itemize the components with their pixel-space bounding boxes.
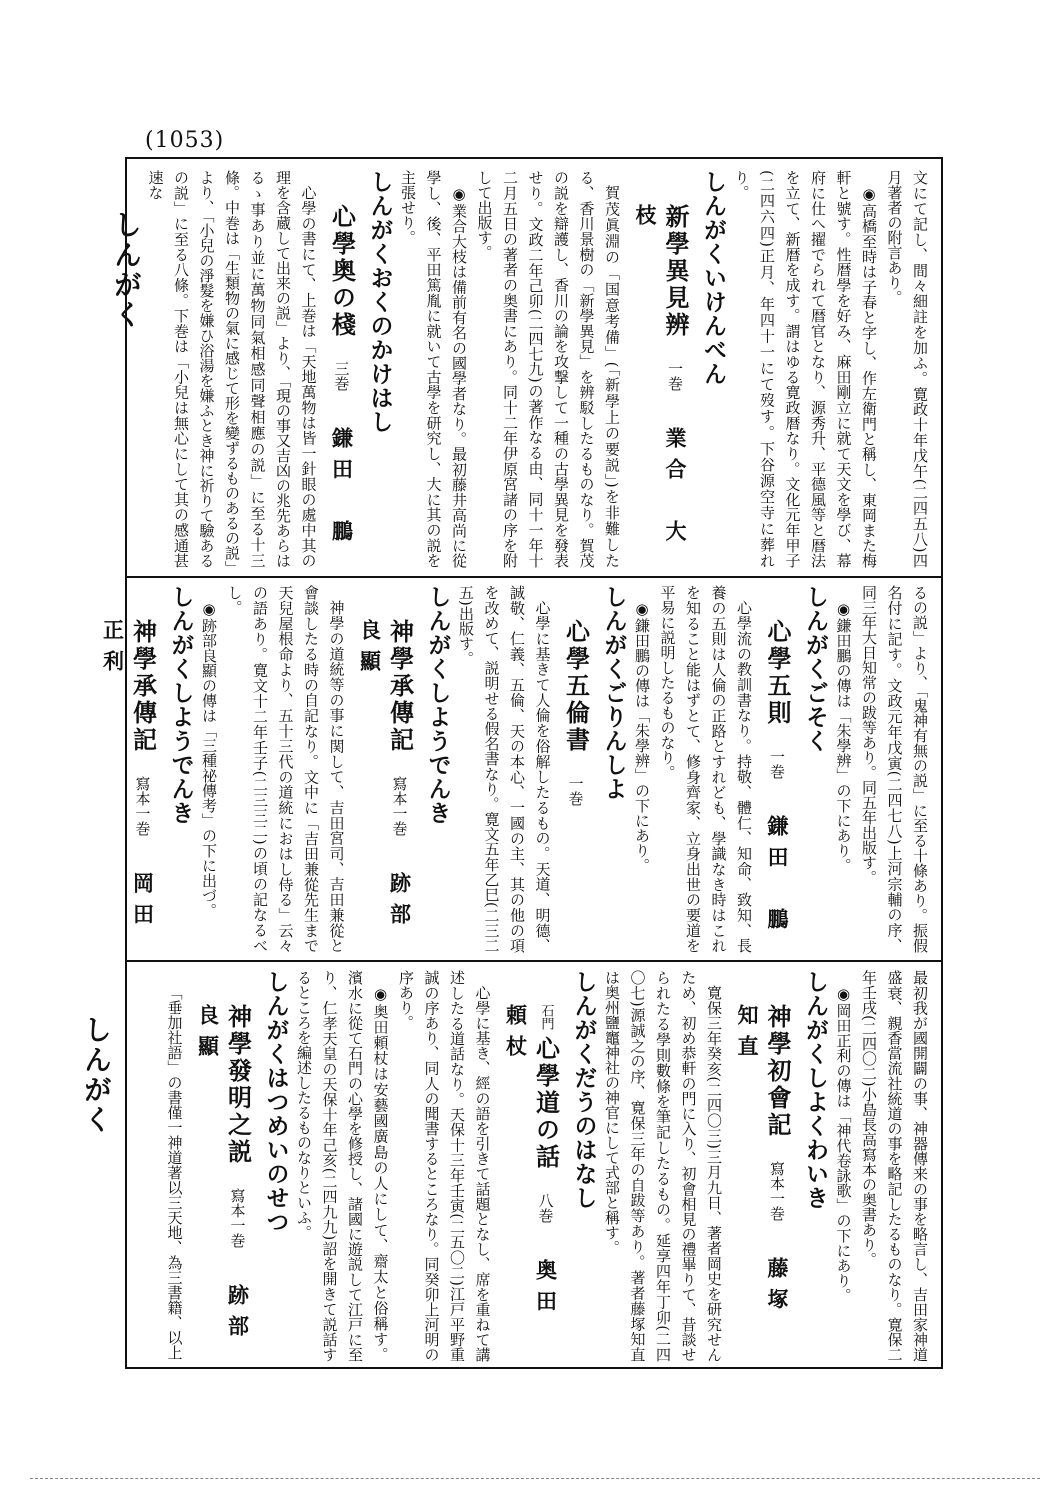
side-index-top: しんがく [110,210,143,330]
entry-volumes: 寫本一巻 [133,776,152,837]
entry-reading: しんがくおくのかけはし [366,170,394,434]
entry-note: ◉鎌田鵬の傳は「朱學辨」の下にあり。 [834,600,853,873]
entry-shingaku-iken-ben [395,170,729,568]
entry-text: 「垂加社語」の書僅一神道著以三天地、為三書籍、以上 [165,985,184,1360]
entry-volumes: 一巻 [666,361,684,392]
entry-author: 奥田 頼杖 [503,1004,559,1353]
entry-heading [501,970,561,1362]
entry-title: 心學五則 [763,619,792,727]
continuation-text: 最初我が國開闢の事、神器傳来の事を略言し、吉田家神道盛衰、親香當流社統道の事を略記したるものなり。寛保二年壬戌(二四〇二)小島長高寫本の奥書あり。 [860,970,929,1362]
entry-shingaku-hatsumei-no-setsu [161,970,291,1378]
entry-volumes: 一巻 [768,749,786,780]
entry-text: 心學に基き、經の語を引きて話題となし、席を重ねて講述したる道話なり。天保十三年壬寅(二五〇二)江戸平野重誠の序あり、同人の聞書するところなり。同癸卯上河明の序あり。 [397,970,492,1362]
entry-heading [355,585,415,966]
entry-volumes: 三巻 [332,361,351,392]
entry-text: 賀茂眞淵の「国意考備」(「新學上の要説」)を非難したる、香川景樹の「新學異見」を辨駁したるものなり。賀茂の説を辯護し、香川の論を攻撃して一種の古學異見を發表せり。文政二年己卯(二四七九)の著作なる由、同十一年十二月五日の著者の奥書にあり。同十二年伊原宮諸の序を附して出版す。 [475,170,621,568]
entry-reading: しんがくはつめいのせつ [262,970,290,1234]
entry-title: 神學初會記 [763,1004,792,1139]
entry-volumes: 寫本一巻 [768,1161,786,1222]
entry-author: 跡部 良顯 [357,619,413,966]
band-2 [100,585,932,966]
entry-text: 寛保三年癸亥(二四〇三)三月九日、著者岡史を研究せんため、初め恭軒の門に入り、初會相見の禮畢りて、昔談せられたる學則數條を筆記したるもの。延享四年丁卯(二四〇七)源誠之の序、寛保三年の自跋等あり。著者藤塚知直は奥州鹽竈神社の神官にして式部と稱す。 [603,970,723,1362]
entry-author: 岡田 正利 [100,619,156,966]
band-3 [137,970,932,1378]
entry-title: 心學道の話 [531,1036,561,1172]
entry-text: 心學に基きて人倫を俗解したるもの。天道、明德、誠敬、仁義、五倫、天の本心、一國の主、其の他の項を改めて、説明せる假名書なり。寛文五年乙巳(二三二五)出版す。 [457,585,552,954]
entry-reading: しんがくごそく [802,585,829,753]
entry-shingaku-shoudenki-okada [98,585,196,966]
entry-shingaku-shokaiki [599,970,831,1362]
entry-author: 業合 大枝 [633,204,688,552]
entry-heading [98,585,158,966]
band-divider-2 [125,960,943,962]
entry-heading [327,170,357,568]
entry-shingaku-oku-no-kakehashi [142,170,395,568]
page-number: (1053) [145,128,225,153]
entry-heading [193,970,253,1378]
entry-text: 心學の書にて、上巻は「天地萬物は皆一針眼の處中其の理を含蔵して出来の説」より、「現の事又吉凶の兆先あらはるゝ事あり並に萬物同氣相感同聲相應の説」に至る十三條。中巻は「生類物の氣に感じて形を變ずるものあるの説」より、「小兒の淨髮を嫌ひ浴湯を嫌ふとき神に祈りて驗あるの説」に至る八條。下巻は「小兒は無心にして其の感通甚速な [146,170,318,569]
entry-shingaku-shoudenki-atobe [196,585,453,966]
entry-text: 心學流の教訓書なり。持敬、體仁、知命、致知、長養の五則は人倫の正路とすれども、學識なき時はこれを知ること能はずとて、修身齊家、立身出世の要道を平易に説明したるものなり。 [658,585,753,953]
entry-prefix: 石門 [538,1004,554,1030]
entry-shingaku-michi-no-hanashi [291,970,599,1362]
entry-note: ◉業合大枝は備前有名の國學者なり。最初藤井高尚に從學し、後、平田篤胤に就いて古學を研究し、大に其の説を主張せり。 [399,170,468,569]
entry-text: 神學の道統等の事に関して、吉田宮司、吉田兼從と會談したる時の自記なり。文中に「吉田兼從先生まで天兒屋根命より、五十三代の道統におはし侍る」云々の語あり。寛文十二年壬子(二三三二)の頃の記なるべし。 [225,585,346,953]
entry-author: 鎌田 鵬 [765,815,790,940]
entry-note: ◉岡田正利の傳は「神代卷詠歌」の下にあり。 [834,985,853,1303]
entry-note: ◉跡部良顯の傳は「三種祕傳考」の下に出づ。 [200,600,218,918]
entry-volumes: 寫本一巻 [390,776,409,837]
entry-reading: しんがくだうのはなし [570,970,598,1210]
entry-shingaku-gorinsho [453,585,629,953]
entry-heading [561,585,591,953]
entry-author: 藤塚 知直 [735,1004,790,1351]
entry-heading [762,585,792,953]
entry-reading: しんがくしようでんき [424,585,452,825]
entry-title: 心學奥の棧 [327,204,357,339]
entry-volumes: 八巻 [536,1193,555,1224]
entry-note: ◉高橋至時は子春と字し、作左衛門と稱し、東岡また梅軒と號す。性暦學を好み、麻田剛立に就て天文を學び、幕府に仕へ擢でられて暦官となり、源秀升、平德風等と暦法を立て、新暦を成す。謂はゆる寛政暦なり。文化元年甲子(二四六四)正月、年四十一にて歿す。下谷源空寺に葬れり。 [732,170,878,569]
entry-reading: しんがくしよくわいき [802,970,829,1210]
band-1 [137,170,932,568]
entry-reading: しんがくしようでんき [167,585,195,825]
entry-title: 神學承傳記 [385,619,415,754]
scan-edge-lines [30,1478,1040,1479]
entry-heading [732,970,792,1362]
entry-volumes: 一巻 [566,776,585,807]
continuation-text: るの説」より、「鬼神有無の説」に至る十條あり。振假名付に記す。文政元年戊寅(二四七八)上河宗輔の序、同三年大日知常の跋等あり。同五年出版す。 [860,585,929,953]
entry-reading: しんがくいけんべん [700,170,727,386]
entry-title: 新學異見辨 [661,204,690,339]
side-index-bottom: しんがく [80,1015,113,1135]
entry-note: ◉鎌田鵬の傳は「朱學辨」の下にあり。 [633,600,651,873]
continuation-text: 文にて記し、間々細註を加ふ。寛政十年戊午(二四五八)四月著者の附言あり。 [885,170,929,568]
band-divider-1 [125,576,943,578]
entry-note: ◉奥田頼杖は安藝國廣島の人にして、齋太と俗稱す。濱水に從て石門の心學を修授し、諸國に遊説して江戸に至り、仁孝天皇の天保十年己亥(二四九九)詔を開きて説話するところを編述したるものなりといふ。 [295,970,390,1362]
entry-reading: しんがくごりんしよ [600,585,628,801]
entry-volumes: 寫本一巻 [228,1188,247,1249]
entry-title: 心學五倫書 [561,619,591,754]
entry-title: 神學發明之説 [223,1004,253,1166]
entry-title: 神學承傳記 [128,619,158,754]
entry-author: 鎌田 鵬 [329,427,355,552]
entry-heading [630,170,690,568]
entry-shingaku-gosoku [629,585,831,953]
entry-author: 跡部 良顯 [195,1004,251,1378]
